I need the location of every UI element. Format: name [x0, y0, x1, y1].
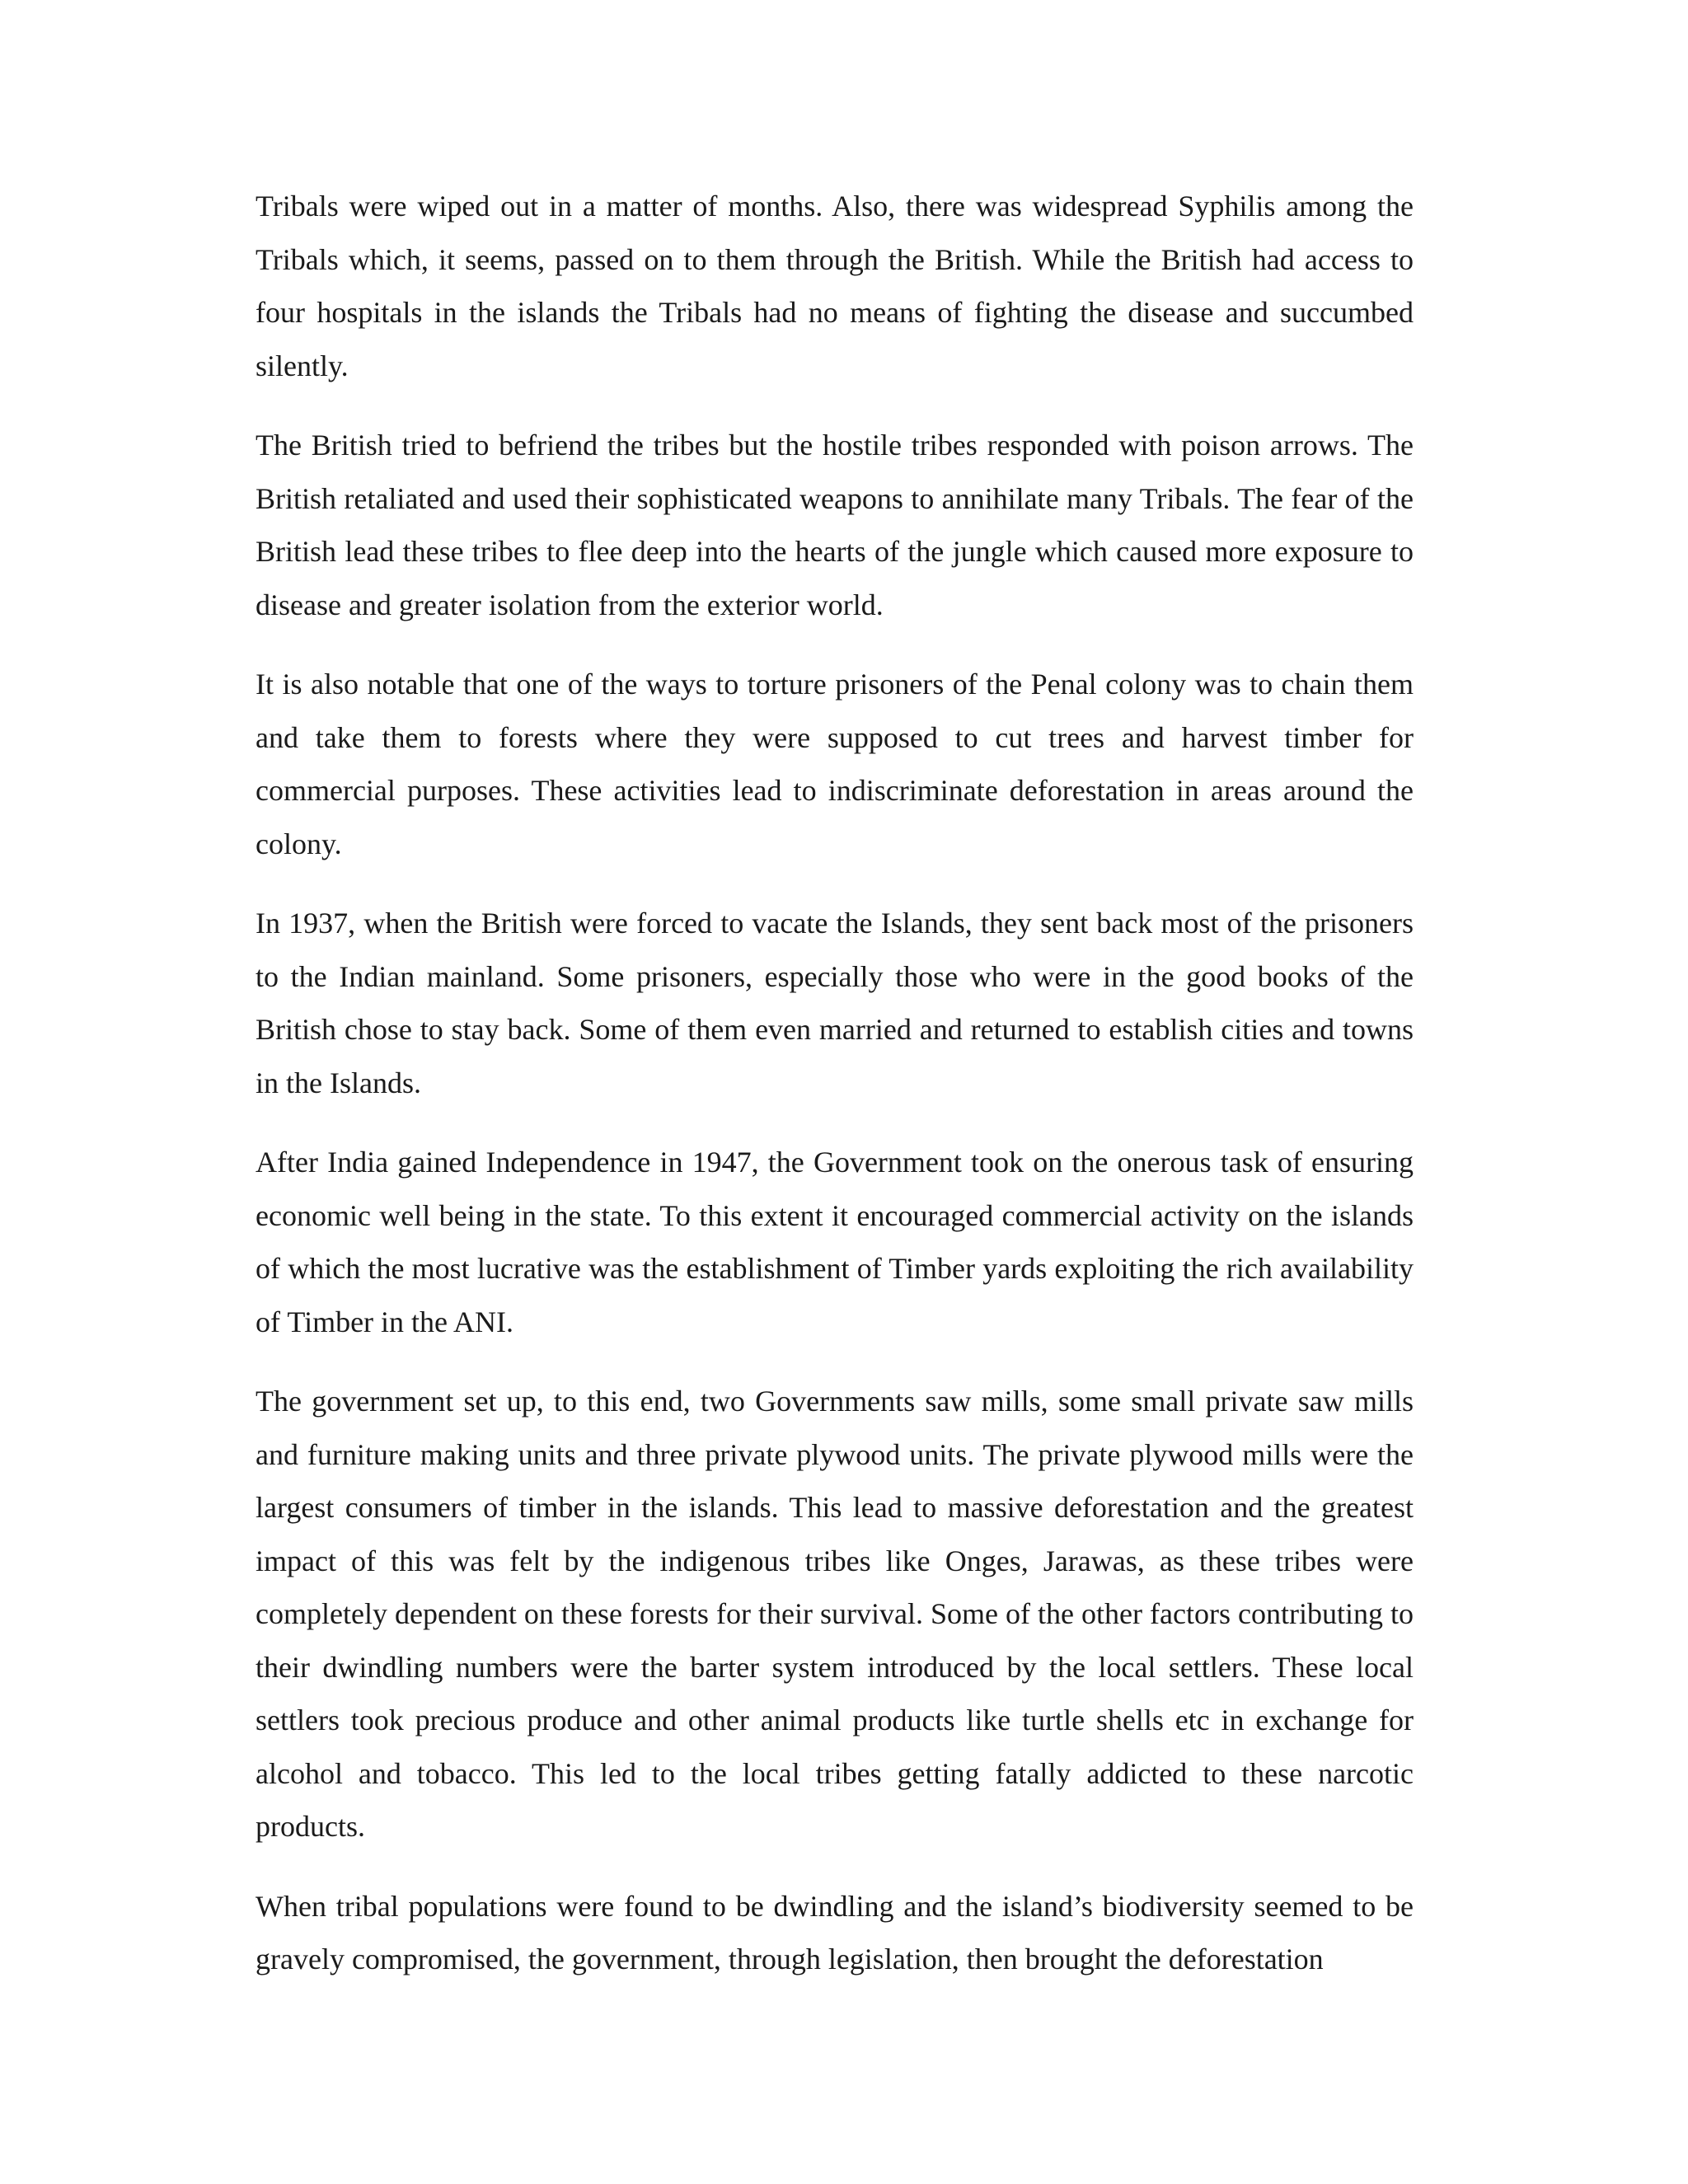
- paragraph-4: In 1937, when the British were forced to vacate the Islands, they sent back most of the prisoners to the Indian mainland. Some prisoners, especially those who were in the good books of the British chose to stay back. Some of them even married and returned to establish cities and towns in the Islands.: [256, 907, 1414, 1099]
- paragraph-5: After India gained Independence in 1947, the Government took on the onerous task of ensuring economic well being in the state. To this extent it encouraged commercial activity on the islands of which the most lucrative was the establishment of Timber yards exploiting the rich availability of Timber in the ANI.: [256, 1146, 1414, 1338]
- paragraph-2: The British tried to befriend the tribes but the hostile tribes responded with poison arrows. The British retaliated and used their sophisticated weapons to annihilate many Tribals. The fear of the British lead these tribes to flee deep into the hearts of the jungle which caused more exposure to disease and greater isolation from the exterior world.: [256, 429, 1414, 621]
- paragraph-7: When tribal populations were found to be dwindling and the island’s biodiversity seemed to be gravely compromised, the government, through legislation, then brought the deforestation: [256, 1889, 1414, 1975]
- paragraph-6: The government set up, to this end, two Governments saw mills, some small private saw mills and furniture making units and three private plywood units. The private plywood mills were the largest consumers of timber in the islands. This lead to massive deforestation and the greatest impact of this was felt by the indigenous tribes like Onges, Jarawas, as these tribes were completely dependent on these forests for their survival. Some of the other factors contributing to their dwindling numbers were the barter system introduced by the local settlers. These local settlers took precious produce and other animal products like turtle shells etc in exchange for alcohol and tobacco. This led to the local tribes getting fatally addicted to these narcotic products.: [256, 1385, 1414, 1843]
- paragraph-3: It is also notable that one of the ways to torture prisoners of the Penal colony was to chain them and take them to forests where they were supposed to cut trees and harvest timber for commercial purposes. These activities lead to indiscriminate deforestation in areas around the colony.: [256, 668, 1414, 860]
- body-text: [256, 180, 1414, 1986]
- paragraph-1: Tribals were wiped out in a matter of months. Also, there was widespread Syphilis among the Tribals which, it seems, passed on to them through the British. While the British had access to four hospitals in the islands the Tribals had no means of fighting the disease and succumbed silently.: [256, 190, 1414, 382]
